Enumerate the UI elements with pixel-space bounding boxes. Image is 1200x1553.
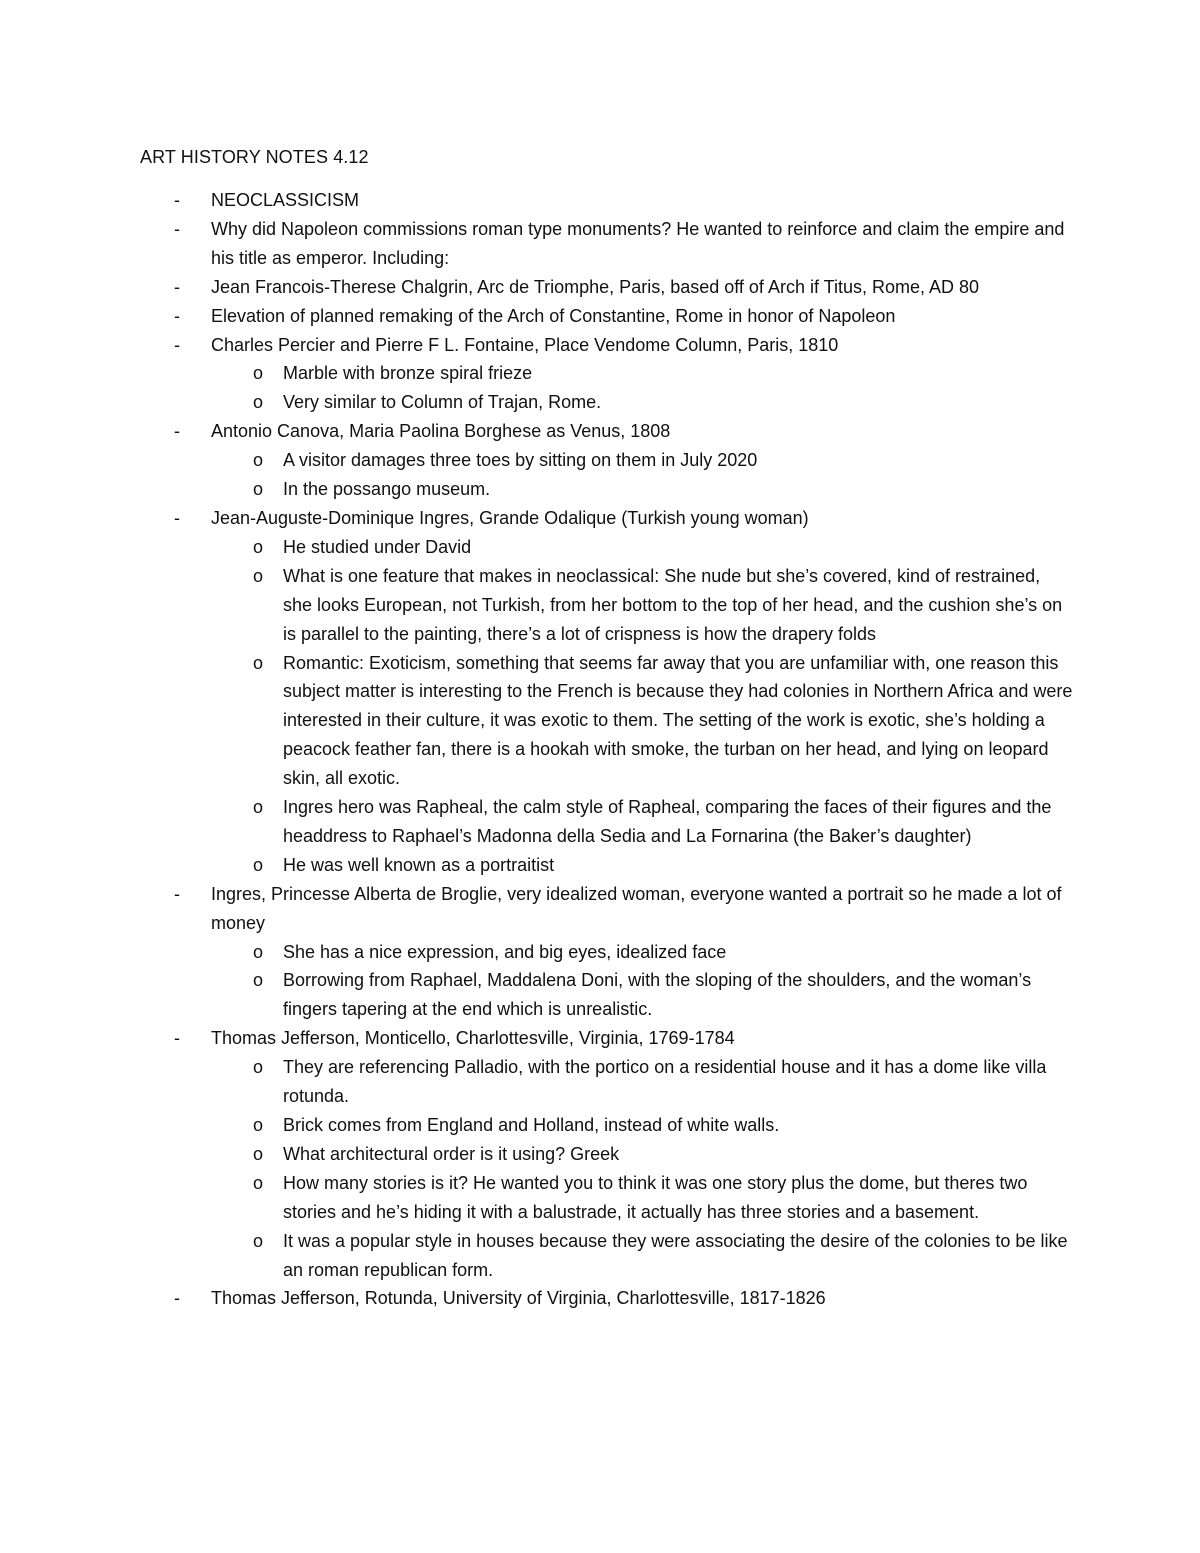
sub-item	[0, 475, 1200, 504]
bullet-marker: o	[253, 1230, 264, 1251]
sub-item	[0, 533, 1200, 562]
bullet-marker: o	[253, 1172, 264, 1193]
sub-item-text: Very similar to Column of Trajan, Rome.	[283, 392, 602, 413]
sub-item-text: He studied under David	[283, 536, 472, 557]
sub-item-text: It was a popular style in houses because they were associating the desire of the colonies to be like an roman republican form.	[283, 1230, 1068, 1280]
bullet-marker: o	[253, 565, 264, 586]
sub-item	[0, 562, 1200, 649]
note-text: NEOCLASSICISM	[211, 190, 360, 210]
sub-item	[0, 851, 1200, 880]
bullet-marker: o	[253, 363, 264, 384]
bullet-marker: o	[253, 479, 264, 500]
dash-marker: -	[174, 334, 180, 355]
note-text: Thomas Jefferson, Monticello, Charlottesville, Virginia, 1769-1784	[211, 1028, 735, 1049]
bullet-marker: o	[253, 450, 264, 471]
sub-item	[0, 1053, 1200, 1111]
sub-item	[0, 1169, 1200, 1227]
bullet-marker: o	[253, 1115, 264, 1135]
sub-item	[0, 446, 1200, 475]
note-item	[0, 331, 1200, 418]
note-item	[0, 186, 1200, 215]
note-item	[0, 417, 1200, 504]
sub-list	[0, 359, 1200, 417]
sub-list	[0, 446, 1200, 504]
sub-item	[0, 1227, 1200, 1285]
sub-item-text: What is one feature that makes in neoclassical: She nude but she’s covered, kind of restrained, she looks European, not Turkish, from her bottom to the top of her head, and the cushion she’s on is parallel to the painting, there’s a lot of crispness is how the drapery folds	[283, 565, 1063, 644]
sub-item-text: Romantic: Exoticism, something that seems far away that you are unfamiliar with, one reason this subject matter is interesting to the French is because they had colonies in Northern Africa and were interested in their culture, it was exotic to them. The setting of the work is exotic, she’s holding a peacock feather fan, there is a hookah with smoke, the turban on her head, and lying on leopard skin, all exotic.	[283, 652, 1073, 789]
sub-item	[0, 359, 1200, 388]
sub-item-text: How many stories is it? He wanted you to think it was one story plus the dome, but theres two stories and he’s hiding it with a balustrade, it actually has three stories and a basement.	[283, 1172, 1028, 1222]
sub-item-text: They are referencing Palladio, with the portico on a residential house and it has a dome like villa rotunda.	[283, 1057, 1047, 1107]
note-item	[0, 1284, 1200, 1313]
sub-item	[0, 1140, 1200, 1169]
sub-item	[0, 938, 1200, 967]
note-item	[0, 880, 1200, 1025]
bullet-marker: o	[253, 970, 264, 991]
bullet-marker: o	[253, 1057, 264, 1078]
bullet-marker: o	[253, 797, 264, 818]
sub-item-text: Borrowing from Raphael, Maddalena Doni, with the sloping of the shoulders, and the woman’s fingers tapering at the end which is unrealistic.	[283, 970, 1032, 1020]
sub-item-text: She has a nice expression, and big eyes, idealized face	[283, 941, 727, 962]
sub-item-text: He was well known as a portraitist	[283, 854, 555, 875]
note-text: Charles Percier and Pierre F L. Fontaine, Place Vendome Column, Paris, 1810	[211, 334, 839, 355]
bullet-marker: o	[253, 1143, 264, 1164]
notes-list	[0, 186, 1200, 1313]
sub-item	[0, 388, 1200, 417]
dash-marker: -	[174, 305, 180, 326]
dash-marker: -	[174, 1028, 180, 1049]
dash-marker: -	[174, 190, 180, 210]
sub-item-text: What architectural order is it using? Greek	[283, 1143, 620, 1164]
note-text: Thomas Jefferson, Rotunda, University of Virginia, Charlottesville, 1817-1826	[211, 1288, 826, 1309]
note-text: Jean Francois-Therese Chalgrin, Arc de Triomphe, Paris, based off of Arch if Titus, Rome, AD 80	[211, 276, 980, 297]
dash-marker: -	[174, 1288, 180, 1309]
sub-list	[0, 938, 1200, 1025]
sub-item-text: In the possango museum.	[283, 479, 491, 500]
sub-item-text: Ingres hero was Rapheal, the calm style of Rapheal, comparing the faces of their figures and the headdress to Raphael’s Madonna della Sedia and La Fornarina (the Baker’s daughter)	[283, 797, 1052, 846]
sub-item	[0, 793, 1200, 851]
note-text: Jean-Auguste-Dominique Ingres, Grande Odalique (Turkish young woman)	[211, 507, 809, 528]
bullet-marker: o	[253, 392, 264, 413]
dash-marker: -	[174, 507, 180, 528]
sub-item-text: Marble with bronze spiral frieze	[283, 363, 533, 384]
note-text: Ingres, Princesse Alberta de Broglie, very idealized woman, everyone wanted a portrait so he made a lot of money	[211, 883, 1062, 933]
note-item	[0, 1024, 1200, 1284]
note-item	[0, 273, 1200, 302]
bullet-marker: o	[253, 652, 264, 673]
dash-marker: -	[174, 218, 180, 239]
sub-item-text: Brick comes from England and Holland, instead of white walls.	[283, 1115, 780, 1135]
bullet-marker: o	[253, 941, 264, 962]
dash-marker: -	[174, 883, 180, 904]
bullet-marker: o	[253, 536, 264, 557]
note-text: Elevation of planned remaking of the Arch of Constantine, Rome in honor of Napoleon	[211, 305, 896, 326]
document-title: ART HISTORY NOTES 4.12	[140, 147, 369, 167]
note-item	[0, 302, 1200, 331]
dash-marker: -	[174, 421, 180, 442]
dash-marker: -	[174, 276, 180, 297]
sub-list	[0, 533, 1200, 880]
sub-item	[0, 649, 1200, 794]
note-item	[0, 504, 1200, 880]
sub-item-text: A visitor damages three toes by sitting on them in July 2020	[283, 450, 758, 471]
sub-list	[0, 1053, 1200, 1284]
note-text: Why did Napoleon commissions roman type monuments? He wanted to reinforce and claim the empire and his title as emperor. Including:	[211, 218, 1065, 268]
sub-item	[0, 966, 1200, 1024]
bullet-marker: o	[253, 854, 264, 875]
note-text: Antonio Canova, Maria Paolina Borghese as Venus, 1808	[211, 421, 671, 442]
sub-item	[0, 1111, 1200, 1140]
note-item	[0, 215, 1200, 273]
